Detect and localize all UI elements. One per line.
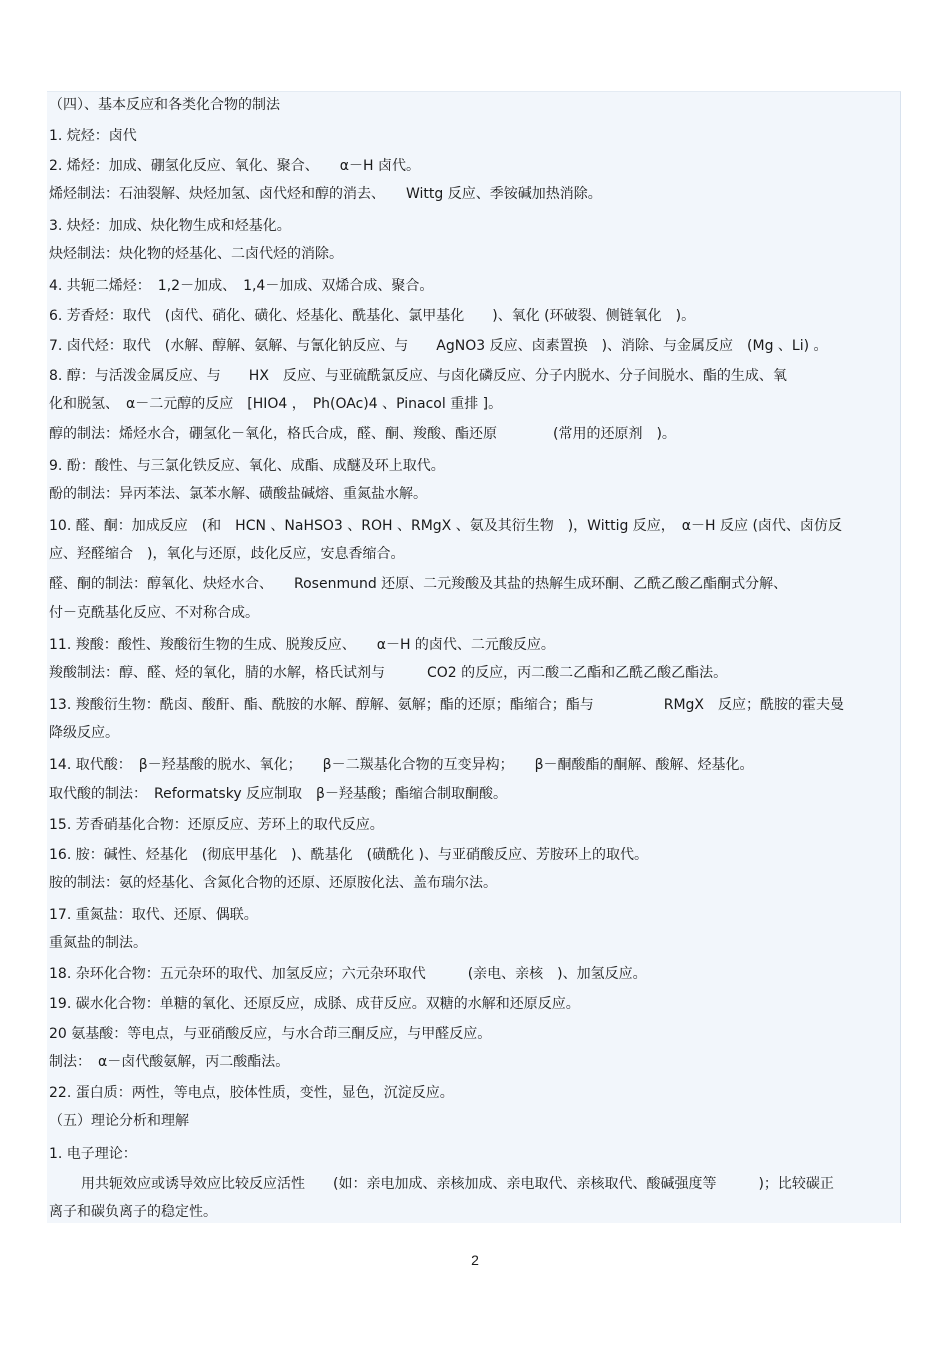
section-heading-four: （四）、基本反应和各类化合物的制法 [49, 97, 280, 113]
item-substituted-acid: 14. 取代酸： β－羟基酸的脱水、氧化； β－二羰基化合物的互变异构； β－酮酸酯的酮解、酸解、烃基化。 [49, 757, 754, 773]
item-amino-acid: 20 氨基酸：等电点，与亚硝酸反应，与水合茚三酮反应，与甲醛反应。 [49, 1026, 492, 1042]
alcohol-preparation: 醇的制法：烯烃水合，硼氢化－氧化，格氏合成，醛、酮、羧酸、酯还原 (常用的还原剂 )。 [49, 426, 676, 442]
aldehyde-ketone-preparation: 醛、酮的制法：醇氧化、炔烃水合、 Rosenmund 还原、二元羧酸及其盐的热解生成环酮、乙酰乙酸乙酯酮式分解、 [49, 576, 788, 592]
item-alcohol-cont: 化和脱氢、 α－二元醇的反应 [HIO4 ， Ph(OAc)4 、Pinacol 重排 ]。 [49, 396, 503, 412]
item-amine: 16. 胺：碱性、烃基化 (彻底甲基化 )、酰基化 (磺酰化 )、与亚硝酸反应、芳胺环上的取代。 [49, 847, 649, 863]
item-haloalkane: 7. 卤代烃：取代 (水解、醇解、氨解、与氰化钠反应、与 AgNO3 反应、卤素置换 )、消除、与金属反应 (Mg 、Li) 。 [49, 338, 828, 354]
aldehyde-ketone-preparation-cont: 付－克酰基化反应、不对称合成。 [49, 605, 259, 621]
item-alkane: 1. 烷烃：卤代 [49, 128, 137, 144]
item-conjugated-diene: 4. 共轭二烯烃： 1,2－加成、 1,4－加成、双烯合成、聚合。 [49, 278, 434, 294]
item-alkyne: 3. 炔烃：加成、炔化物生成和烃基化。 [49, 218, 291, 234]
item-aldehyde-ketone: 10. 醛、酮：加成反应 (和 HCN 、NaHSO3 、ROH 、RMgX 、氨及其衍生物 )，Wittig 反应， α－H 反应 (卤代、卤仿反 [49, 518, 842, 534]
item-aromatic-hydrocarbon: 6. 芳香烃：取代 (卤代、硝化、磺化、烃基化、酰基化、氯甲基化 )、氧化 (环破裂、侧链氧化 )。 [49, 308, 696, 324]
item-alcohol: 8. 醇：与活泼金属反应、与 HX 反应、与亚硫酰氯反应、与卤化磷反应、分子内脱水、分子间脱水、酯的生成、氧 [49, 368, 787, 384]
alkyne-preparation: 炔烃制法：炔化物的烃基化、二卤代烃的消除。 [49, 246, 343, 262]
item-aldehyde-ketone-cont: 应、羟醛缩合 )，氧化与还原，歧化反应，安息香缩合。 [49, 546, 405, 562]
alkene-preparation: 烯烃制法：石油裂解、炔烃加氢、卤代烃和醇的消去、 Wittg 反应、季铵碱加热消除。 [49, 186, 602, 202]
diazonium-preparation: 重氮盐的制法。 [49, 935, 147, 951]
item-protein: 22. 蛋白质：两性，等电点，胶体性质，变性，显色，沉淀反应。 [49, 1085, 454, 1101]
item-acid-derivatives-cont: 降级反应。 [49, 725, 119, 741]
phenol-preparation: 酚的制法：异丙苯法、氯苯水解、磺酸盐碱熔、重氮盐水解。 [49, 486, 427, 502]
item-phenol: 9. 酚：酸性、与三氯化铁反应、氧化、成酯、成醚及环上取代。 [49, 458, 445, 474]
section-heading-five: （五）理论分析和理解 [49, 1113, 189, 1129]
item-aromatic-nitro: 15. 芳香硝基化合物：还原反应、芳环上的取代反应。 [49, 817, 384, 833]
item-diazonium-salt: 17. 重氮盐：取代、还原、偶联。 [49, 907, 258, 923]
amine-preparation: 胺的制法：氨的烃基化、含氮化合物的还原、还原胺化法、盖布瑞尔法。 [49, 875, 497, 891]
document-body [47, 91, 901, 1223]
item-acid-derivatives: 13. 羧酸衍生物：酰卤、酸酐、酯、酰胺的水解、醇解、氨解；酯的还原；酯缩合；酯与 RMgX 反应；酰胺的霍夫曼 [49, 697, 844, 713]
electron-theory-text-cont: 离子和碳负离子的稳定性。 [49, 1204, 217, 1220]
item-heterocycle: 18. 杂环化合物：五元杂环的取代、加氢反应；六元杂环取代 (亲电、亲核 )、加氢反应。 [49, 966, 647, 982]
item-electron-theory: 1. 电子理论： [49, 1146, 137, 1162]
item-carbohydrate: 19. 碳水化合物：单糖的氧化、还原反应，成脎、成苷反应。双糖的水解和还原反应。 [49, 996, 580, 1012]
page-number: 2 [471, 1252, 479, 1268]
item-carboxylic-acid: 11. 羧酸：酸性、羧酸衍生物的生成、脱羧反应、 α－H 的卤代、二元酸反应。 [49, 637, 555, 653]
item-alkene: 2. 烯烃：加成、硼氢化反应、氧化、聚合、 α－H 卤代。 [49, 158, 421, 174]
substituted-acid-preparation: 取代酸的制法： Reformatsky 反应制取 β－羟基酸；酯缩合制取酮酸。 [49, 786, 507, 802]
amino-acid-preparation: 制法： α－卤代酸氨解，丙二酸酯法。 [49, 1054, 290, 1070]
carboxylic-acid-preparation: 羧酸制法：醇、醛、烃的氧化，腈的水解，格氏试剂与 CO2 的反应，丙二酸二乙酯和乙酰乙酸乙酯法。 [49, 665, 728, 681]
electron-theory-text: 用共轭效应或诱导效应比较反应活性 (如：亲电加成、亲核加成、亲电取代、亲核取代、酸碱强度等 )；比较碳正 [81, 1176, 834, 1192]
